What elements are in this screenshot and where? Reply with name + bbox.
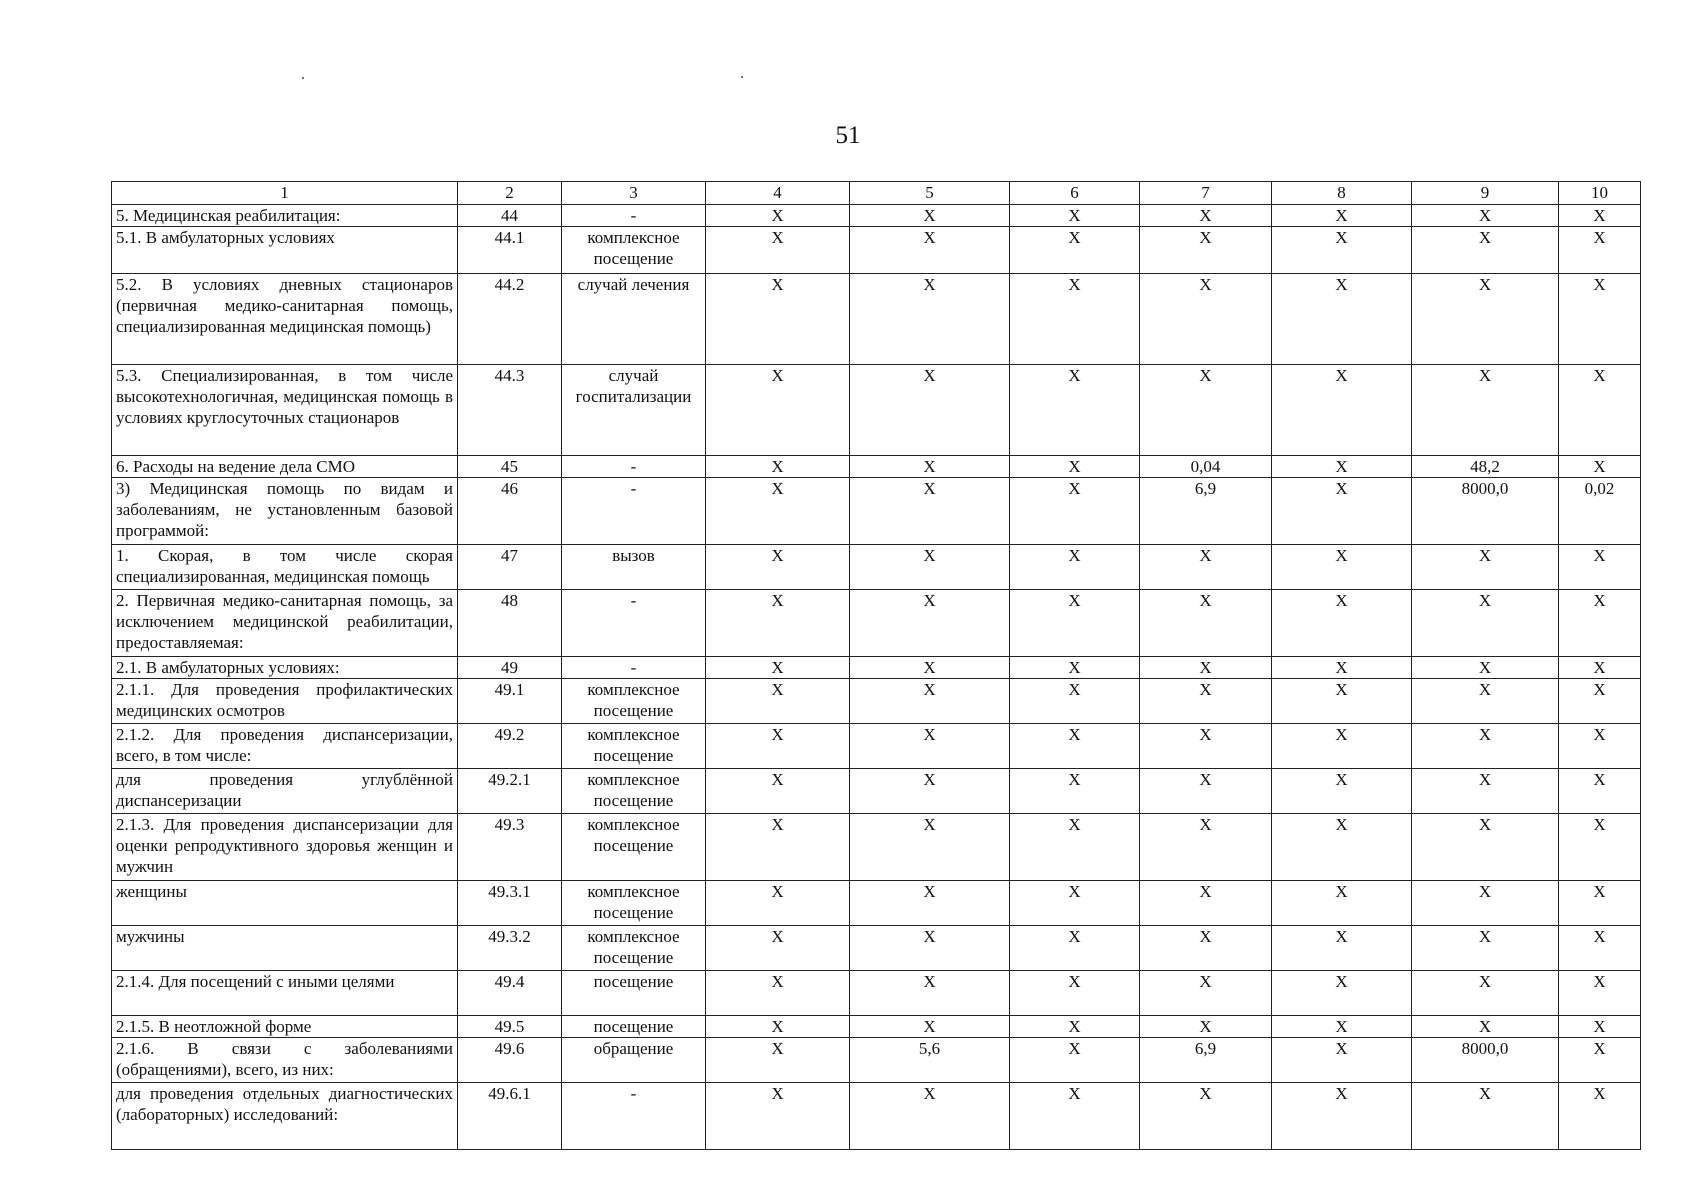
- row-unit-cell: вызов: [562, 545, 706, 590]
- value-cell: X: [1412, 205, 1559, 227]
- value-cell: X: [1559, 769, 1641, 814]
- value-cell: X: [706, 769, 850, 814]
- value-cell: X: [1010, 478, 1140, 545]
- row-code-cell: 48: [458, 590, 562, 657]
- value-cell: X: [1559, 814, 1641, 881]
- value-cell: X: [1272, 881, 1412, 926]
- value-cell: X: [1010, 456, 1140, 478]
- row-code-cell: 44.1: [458, 227, 562, 274]
- value-cell: X: [1412, 1016, 1559, 1038]
- table-row: [112, 365, 1641, 456]
- value-cell: X: [706, 814, 850, 881]
- value-cell: X: [1559, 365, 1641, 456]
- value-cell: X: [1272, 657, 1412, 679]
- table-row: [112, 814, 1641, 881]
- row-unit-cell: обращение: [562, 1038, 706, 1083]
- value-cell: X: [1412, 365, 1559, 456]
- value-cell: X: [1412, 590, 1559, 657]
- value-cell: X: [1272, 724, 1412, 769]
- value-cell: X: [1010, 724, 1140, 769]
- row-unit-cell: -: [562, 205, 706, 227]
- row-unit-cell: -: [562, 590, 706, 657]
- value-cell: X: [1272, 814, 1412, 881]
- column-number-header: 3: [562, 182, 706, 205]
- row-code-cell: 46: [458, 478, 562, 545]
- value-cell: X: [1010, 1083, 1140, 1150]
- value-cell: X: [850, 1083, 1010, 1150]
- column-number-header: 7: [1140, 182, 1272, 205]
- value-cell: X: [1272, 456, 1412, 478]
- value-cell: X: [1559, 971, 1641, 1016]
- value-cell: X: [706, 1038, 850, 1083]
- row-name-cell: 5.2. В условиях дневных стационаров (первичная медико-санитарная помощь, специализированная медицинская помощь): [112, 274, 458, 365]
- table-row: [112, 971, 1641, 1016]
- value-cell: X: [1272, 545, 1412, 590]
- value-cell: X: [1559, 274, 1641, 365]
- value-cell: X: [1412, 971, 1559, 1016]
- row-unit-cell: комплексное посещение: [562, 679, 706, 724]
- value-cell: X: [1412, 926, 1559, 971]
- value-cell: X: [1559, 590, 1641, 657]
- column-number-header: 6: [1010, 182, 1140, 205]
- value-cell: X: [1140, 971, 1272, 1016]
- value-cell: X: [1412, 814, 1559, 881]
- value-cell: X: [1140, 657, 1272, 679]
- value-cell: X: [850, 657, 1010, 679]
- row-unit-cell: комплексное посещение: [562, 769, 706, 814]
- value-cell: 0,04: [1140, 456, 1272, 478]
- row-name-cell: 2.1.1. Для проведения профилактических медицинских осмотров: [112, 679, 458, 724]
- row-code-cell: 47: [458, 545, 562, 590]
- value-cell: X: [706, 724, 850, 769]
- row-name-cell: мужчины: [112, 926, 458, 971]
- column-number-header: 1: [112, 182, 458, 205]
- row-name-cell: 2. Первичная медико-санитарная помощь, за исключением медицинской реабилитации, предоставляемая:: [112, 590, 458, 657]
- column-number-row: [112, 182, 1641, 205]
- value-cell: 6,9: [1140, 1038, 1272, 1083]
- value-cell: X: [1140, 881, 1272, 926]
- value-cell: X: [1559, 1016, 1641, 1038]
- value-cell: X: [1559, 456, 1641, 478]
- table-row: [112, 1038, 1641, 1083]
- value-cell: X: [1140, 227, 1272, 274]
- value-cell: X: [1412, 724, 1559, 769]
- value-cell: X: [706, 365, 850, 456]
- value-cell: X: [1412, 545, 1559, 590]
- value-cell: X: [1272, 1083, 1412, 1150]
- value-cell: X: [706, 679, 850, 724]
- table-row: [112, 1016, 1641, 1038]
- row-code-cell: 49.6: [458, 1038, 562, 1083]
- row-unit-cell: комплексное посещение: [562, 814, 706, 881]
- value-cell: X: [1010, 227, 1140, 274]
- value-cell: X: [1010, 545, 1140, 590]
- value-cell: X: [850, 769, 1010, 814]
- table-row: [112, 205, 1641, 227]
- row-code-cell: 45: [458, 456, 562, 478]
- value-cell: 5,6: [850, 1038, 1010, 1083]
- value-cell: 8000,0: [1412, 1038, 1559, 1083]
- table-row: [112, 926, 1641, 971]
- value-cell: X: [1010, 274, 1140, 365]
- value-cell: X: [1559, 227, 1641, 274]
- value-cell: X: [706, 205, 850, 227]
- value-cell: X: [706, 456, 850, 478]
- data-table: [111, 181, 1641, 1150]
- row-code-cell: 49.1: [458, 679, 562, 724]
- row-code-cell: 49.2: [458, 724, 562, 769]
- value-cell: X: [706, 971, 850, 1016]
- value-cell: X: [706, 478, 850, 545]
- value-cell: X: [1140, 814, 1272, 881]
- scan-speck: [741, 76, 743, 78]
- value-cell: X: [1272, 769, 1412, 814]
- value-cell: X: [1010, 365, 1140, 456]
- value-cell: X: [1412, 657, 1559, 679]
- value-cell: X: [706, 590, 850, 657]
- value-cell: X: [850, 814, 1010, 881]
- value-cell: X: [1010, 1038, 1140, 1083]
- value-cell: X: [1559, 724, 1641, 769]
- row-name-cell: для проведения углублённой диспансеризации: [112, 769, 458, 814]
- value-cell: X: [1010, 205, 1140, 227]
- value-cell: X: [706, 274, 850, 365]
- value-cell: X: [1559, 926, 1641, 971]
- table-row: [112, 724, 1641, 769]
- value-cell: X: [850, 926, 1010, 971]
- table-row: [112, 545, 1641, 590]
- row-name-cell: 2.1.3. Для проведения диспансеризации для оценки репродуктивного здоровья женщин и мужчин: [112, 814, 458, 881]
- value-cell: X: [850, 478, 1010, 545]
- row-code-cell: 49.3: [458, 814, 562, 881]
- row-unit-cell: комплексное посещение: [562, 227, 706, 274]
- value-cell: X: [1412, 274, 1559, 365]
- table-row: [112, 679, 1641, 724]
- row-name-cell: 1. Скорая, в том числе скорая специализированная, медицинская помощь: [112, 545, 458, 590]
- value-cell: X: [1010, 769, 1140, 814]
- value-cell: X: [1559, 545, 1641, 590]
- value-cell: X: [1272, 679, 1412, 724]
- value-cell: X: [1140, 926, 1272, 971]
- table-row: [112, 881, 1641, 926]
- table-row: [112, 478, 1641, 545]
- row-code-cell: 44.2: [458, 274, 562, 365]
- row-name-cell: 5.1. В амбулаторных условиях: [112, 227, 458, 274]
- value-cell: X: [1272, 1016, 1412, 1038]
- value-cell: 0,02: [1559, 478, 1641, 545]
- row-name-cell: для проведения отдельных диагностических (лабораторных) исследований:: [112, 1083, 458, 1150]
- value-cell: 6,9: [1140, 478, 1272, 545]
- row-code-cell: 49.3.2: [458, 926, 562, 971]
- table-body: [112, 182, 1641, 1150]
- value-cell: X: [706, 545, 850, 590]
- value-cell: X: [1412, 1083, 1559, 1150]
- row-unit-cell: -: [562, 1083, 706, 1150]
- value-cell: X: [850, 590, 1010, 657]
- row-code-cell: 44.3: [458, 365, 562, 456]
- column-number-header: 10: [1559, 182, 1641, 205]
- row-unit-cell: -: [562, 456, 706, 478]
- row-name-cell: 5. Медицинская реабилитация:: [112, 205, 458, 227]
- value-cell: X: [1010, 679, 1140, 724]
- value-cell: X: [1140, 1016, 1272, 1038]
- value-cell: X: [1140, 1083, 1272, 1150]
- row-unit-cell: посещение: [562, 1016, 706, 1038]
- table-row: [112, 456, 1641, 478]
- value-cell: X: [1010, 814, 1140, 881]
- value-cell: X: [1412, 769, 1559, 814]
- value-cell: X: [1559, 679, 1641, 724]
- value-cell: X: [1272, 1038, 1412, 1083]
- value-cell: X: [1559, 657, 1641, 679]
- value-cell: X: [706, 926, 850, 971]
- value-cell: X: [1010, 971, 1140, 1016]
- row-unit-cell: комплексное посещение: [562, 724, 706, 769]
- value-cell: X: [1010, 881, 1140, 926]
- row-name-cell: 2.1.6. В связи с заболеваниями (обращениями), всего, из них:: [112, 1038, 458, 1083]
- value-cell: X: [1010, 590, 1140, 657]
- row-name-cell: 6. Расходы на ведение дела СМО: [112, 456, 458, 478]
- row-unit-cell: посещение: [562, 971, 706, 1016]
- row-unit-cell: случай госпитализации: [562, 365, 706, 456]
- value-cell: X: [1272, 926, 1412, 971]
- table-row: [112, 769, 1641, 814]
- value-cell: X: [850, 724, 1010, 769]
- table-row: [112, 227, 1641, 274]
- row-name-cell: 2.1.4. Для посещений с иными целями: [112, 971, 458, 1016]
- value-cell: X: [850, 456, 1010, 478]
- value-cell: X: [850, 881, 1010, 926]
- table-row: [112, 274, 1641, 365]
- row-name-cell: 2.1.5. В неотложной форме: [112, 1016, 458, 1038]
- row-unit-cell: комплексное посещение: [562, 926, 706, 971]
- value-cell: X: [706, 1016, 850, 1038]
- value-cell: X: [1412, 881, 1559, 926]
- value-cell: X: [1272, 478, 1412, 545]
- value-cell: X: [1140, 590, 1272, 657]
- value-cell: X: [1559, 1083, 1641, 1150]
- table-row: [112, 657, 1641, 679]
- value-cell: X: [850, 1016, 1010, 1038]
- value-cell: X: [1140, 724, 1272, 769]
- column-number-header: 2: [458, 182, 562, 205]
- value-cell: X: [706, 227, 850, 274]
- value-cell: X: [1272, 365, 1412, 456]
- row-code-cell: 49.3.1: [458, 881, 562, 926]
- row-unit-cell: -: [562, 657, 706, 679]
- value-cell: X: [1010, 926, 1140, 971]
- value-cell: 48,2: [1412, 456, 1559, 478]
- value-cell: X: [1559, 205, 1641, 227]
- value-cell: X: [1272, 205, 1412, 227]
- row-name-cell: 5.3. Специализированная, в том числе высокотехнологичная, медицинская помощь в условиях круглосуточных стационаров: [112, 365, 458, 456]
- value-cell: X: [1272, 590, 1412, 657]
- value-cell: X: [706, 881, 850, 926]
- row-unit-cell: комплексное посещение: [562, 881, 706, 926]
- value-cell: X: [1010, 1016, 1140, 1038]
- scan-speck: [302, 77, 304, 79]
- value-cell: X: [850, 227, 1010, 274]
- value-cell: X: [706, 1083, 850, 1150]
- row-name-cell: 2.1. В амбулаторных условиях:: [112, 657, 458, 679]
- page-number: 51: [835, 122, 861, 149]
- table-row: [112, 590, 1641, 657]
- row-code-cell: 49.2.1: [458, 769, 562, 814]
- row-unit-cell: -: [562, 478, 706, 545]
- row-unit-cell: случай лечения: [562, 274, 706, 365]
- value-cell: X: [1272, 274, 1412, 365]
- column-number-header: 9: [1412, 182, 1559, 205]
- table-row: [112, 1083, 1641, 1150]
- value-cell: 8000,0: [1412, 478, 1559, 545]
- row-name-cell: женщины: [112, 881, 458, 926]
- column-number-header: 8: [1272, 182, 1412, 205]
- value-cell: X: [706, 657, 850, 679]
- row-code-cell: 49: [458, 657, 562, 679]
- value-cell: X: [1140, 769, 1272, 814]
- value-cell: X: [1140, 679, 1272, 724]
- value-cell: X: [1272, 971, 1412, 1016]
- value-cell: X: [1412, 227, 1559, 274]
- column-number-header: 5: [850, 182, 1010, 205]
- value-cell: X: [850, 545, 1010, 590]
- value-cell: X: [1559, 881, 1641, 926]
- row-code-cell: 49.5: [458, 1016, 562, 1038]
- value-cell: X: [850, 971, 1010, 1016]
- row-name-cell: 2.1.2. Для проведения диспансеризации, всего, в том числе:: [112, 724, 458, 769]
- value-cell: X: [1412, 679, 1559, 724]
- value-cell: X: [1140, 274, 1272, 365]
- row-code-cell: 44: [458, 205, 562, 227]
- value-cell: X: [1272, 227, 1412, 274]
- row-name-cell: 3) Медицинская помощь по видам и заболеваниям, не установленным базовой программой:: [112, 478, 458, 545]
- value-cell: X: [850, 205, 1010, 227]
- value-cell: X: [1140, 545, 1272, 590]
- value-cell: X: [1010, 657, 1140, 679]
- row-code-cell: 49.6.1: [458, 1083, 562, 1150]
- value-cell: X: [1559, 1038, 1641, 1083]
- value-cell: X: [1140, 365, 1272, 456]
- value-cell: X: [850, 365, 1010, 456]
- value-cell: X: [850, 679, 1010, 724]
- value-cell: X: [850, 274, 1010, 365]
- value-cell: X: [1140, 205, 1272, 227]
- row-code-cell: 49.4: [458, 971, 562, 1016]
- column-number-header: 4: [706, 182, 850, 205]
